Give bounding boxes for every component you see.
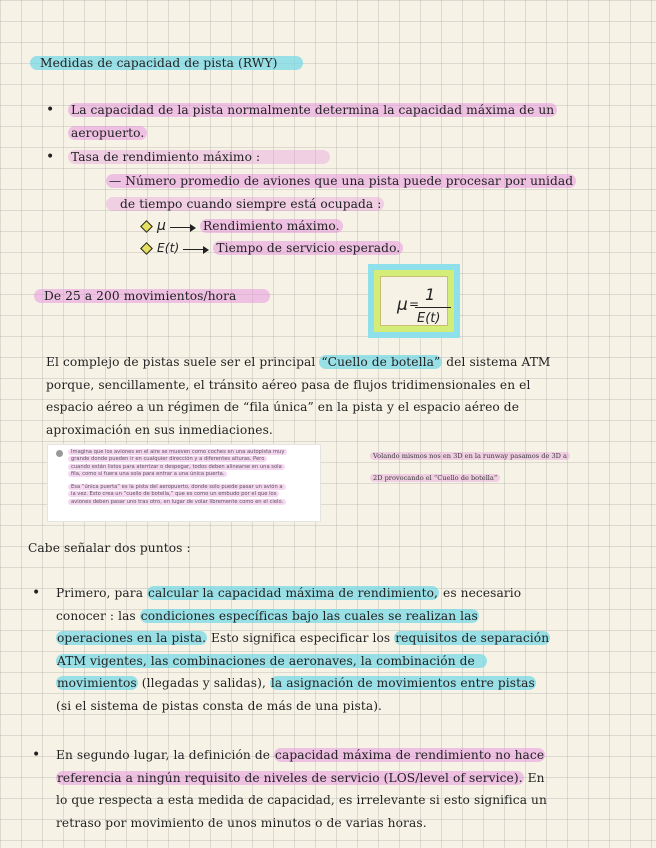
diamond-bullet-icon (140, 220, 153, 233)
fraction-bar (415, 307, 451, 308)
bullet-dot: • (32, 747, 41, 763)
bottleneck-paragraph: El complejo de pistas suele ser el principal “Cuello de botella” del sistema ATM porque, sencillamente, el tránsito aéreo pasa de flujos tridimensionales en el espacio aéreo a un régimen de “fila única” en la pista y el espacio aéreo de aproximación en sus inmediaciones. (46, 355, 551, 437)
bullet-dot: • (32, 585, 41, 601)
arrow-right-icon (183, 244, 209, 254)
bullet-dot: • (46, 102, 55, 118)
assistant-avatar-icon (56, 450, 63, 457)
bullet-capacity: La capacidad de la pista normalmente determina la capacidad máxima de un aeropuerto. (68, 99, 648, 144)
page-title: Medidas de capacidad de pista (RWY) (30, 52, 303, 75)
two-points-intro: Cabe señalar dos puntos : (28, 541, 191, 555)
mu-definition: μ Rendimiento máximo. (140, 215, 343, 238)
embedded-screenshot (48, 445, 320, 521)
formula-box (368, 264, 460, 338)
e-definition: E(t) Tiempo de servicio esperado. (140, 237, 403, 260)
point-one: Primero, para calcular la capacidad máxima de rendimiento, es necesario conocer : las condiciones específicas bajo las cuales se realizan las operaciones en la pista. Esto significa especificar los requisitos de separación ATM vigentes, las combinaciones de aeronaves, la combinación de movimientos (llegadas y salidas), la asignación de movimientos entre pistas (si el sistema de pistas consta de más de una pista). (56, 586, 550, 713)
bullet-rate: Tasa de rendimiento máximo : (68, 146, 330, 169)
sub-item-definition: — Número promedio de aviones que una pista puede procesar por unidad de tiempo cuando siempre está ocupada : (106, 170, 654, 215)
side-note: Volando mismos nos en 3D en la runway pasamos de 3D a 2D provocando el “Cuello de botella” (370, 445, 650, 489)
arrow-right-icon (170, 222, 196, 232)
bullet-dot: • (46, 149, 55, 165)
formula-lhs: μ (397, 295, 408, 315)
point-two: En segundo lugar, la definición de capacidad máxima de rendimiento no hace referencia a ningún requisito de niveles de servicio (LOS/level of service). En lo que respecta a esta medida de capacidad, es irrelevante si esto significa un retraso por movimiento de unos minutos o de varias horas. (56, 748, 547, 830)
throughput-range: De 25 a 200 movimientos/hora (34, 285, 270, 308)
formula-equals: = (409, 297, 420, 311)
formula-numerator: 1 (425, 285, 436, 304)
formula-denominator: E(t) (417, 311, 441, 326)
diamond-bullet-icon (140, 242, 153, 255)
screenshot-text: Imagina que los aviones en el aire se mueven como coches en una autopista muy grande donde pueden ir en cualquier dirección y a diferentes alturas. Pero cuando están listos para aterrizar o despegar, todos deben alinearse en una sola fila, como si fuera una sola para entrar a una única puerta. Esa “única puerta” es la pista del aeropuerto, donde solo puede pasar un avión a la vez. Esto crea un “cuello de botella,” que es como un embudo por el que los aviones deben pasar uno tras otro, en lugar de volar libremente como en el cielo. (68, 449, 316, 506)
